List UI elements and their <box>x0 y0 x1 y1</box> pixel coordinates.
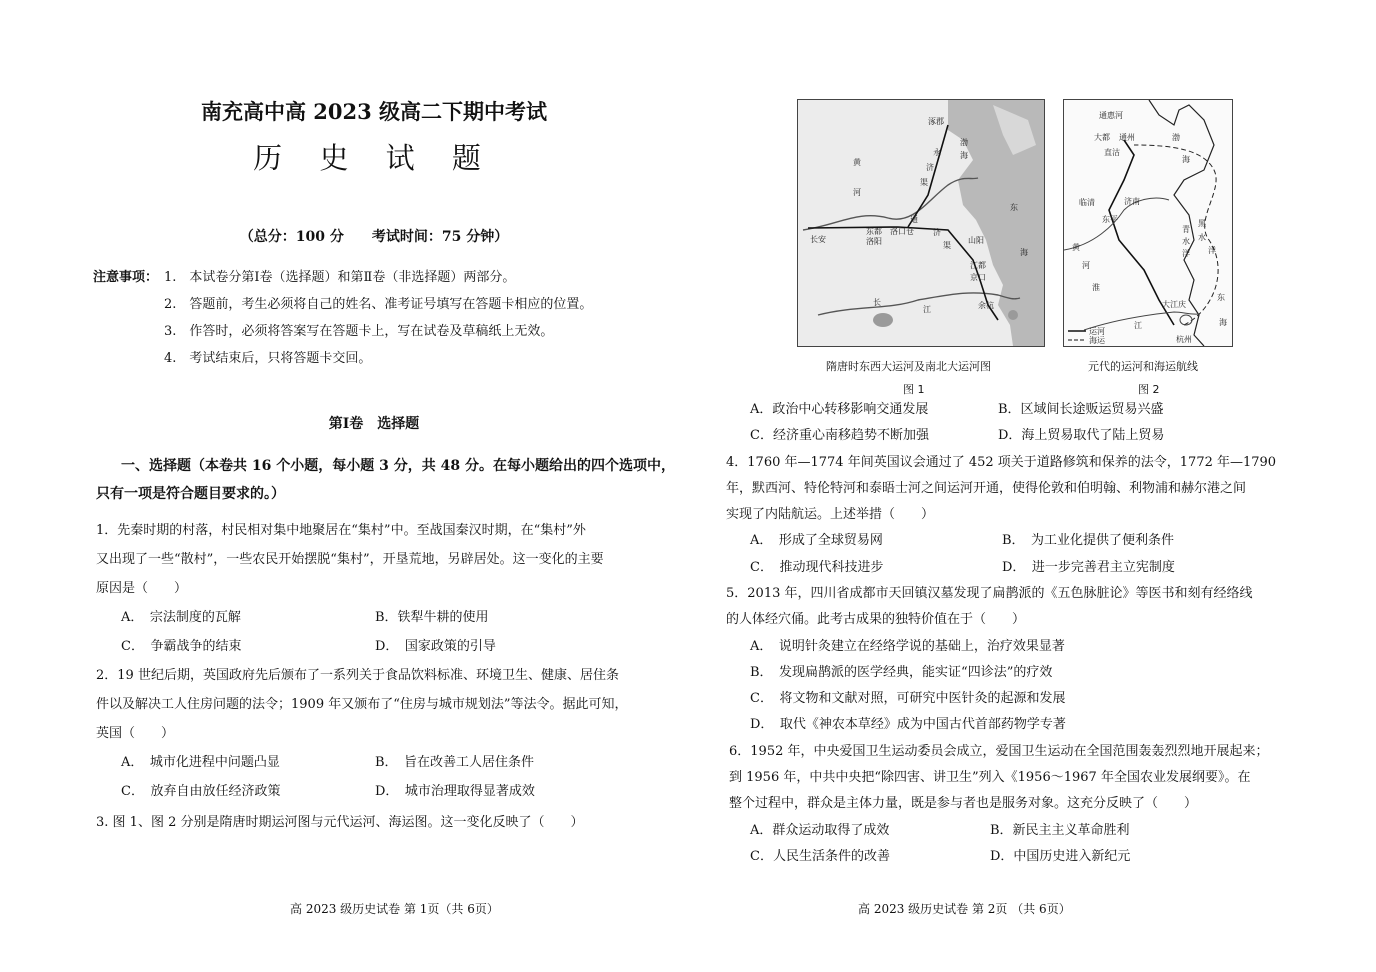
map1-label: 余杭 <box>978 301 994 310</box>
section-title: 第Ⅰ卷 选择题 <box>328 416 420 432</box>
map2-label: 海 <box>1182 155 1190 164</box>
q6-option-b: B．新民主主义革命胜利 <box>990 823 1130 838</box>
q3-stem: 3. 图 1、图 2 分别是隋唐时期运河图与元代运河、海运图。这一变化反映了（ ） <box>96 815 584 830</box>
map2-label: 洋 <box>1182 249 1190 258</box>
map2-label: 通州 <box>1119 133 1135 142</box>
map1-label: 渠 <box>920 178 928 187</box>
map1-label: 长安 <box>810 235 826 244</box>
q5-option-d: D． 取代《神农本草经》成为中国古代首部药物学专著 <box>750 717 1066 732</box>
q3-option-c: C．经济重心南移趋势不断加强 <box>750 428 929 443</box>
map1-label: 通 <box>910 215 918 224</box>
map2-label: 通惠河 <box>1099 111 1123 120</box>
q6-option-c: C．人民生活条件的改善 <box>750 849 890 864</box>
map1-label: 济 <box>926 163 934 172</box>
q4-option-d: D． 进一步完善君主立宪制度 <box>1002 560 1175 575</box>
map2-label: 渤 <box>1172 133 1180 142</box>
map1-label: 济 <box>933 228 941 237</box>
map1-label: 渤 <box>960 138 968 147</box>
q2-stem: 英国（ ） <box>96 726 175 741</box>
q6-option-d: D．中国历史进入新纪元 <box>990 849 1131 864</box>
map2-label: 黄 <box>1072 243 1080 252</box>
q6-stem: 到 1956 年，中共中央把“除四害、讲卫生”列入《1956～1967 年全国农业发展纲要》。在 <box>729 770 1251 785</box>
map2-label: 济南 <box>1124 197 1140 206</box>
map1-caption: 隋唐时东西大运河及南北大运河图 <box>826 360 991 373</box>
map1-label: 东 <box>1010 203 1018 212</box>
map2-label: 东 <box>1217 293 1225 302</box>
footer-page-1: 高 2023 级历史试卷 第 1页（共 6页） <box>290 902 499 916</box>
map1-label: 黄 <box>853 158 861 167</box>
notice-item: 1. 本试卷分第Ⅰ卷（选择题）和第Ⅱ卷（非选择题）两部分。 <box>164 270 516 285</box>
q1-option-d: D． 国家政策的引导 <box>375 639 496 654</box>
map2-label: 水 <box>1198 233 1206 242</box>
map1-label: 京口 <box>970 273 986 282</box>
q6-stem: 6．1952 年，中央爱国卫生运动委员会成立，爱国卫生运动在全国范围轰轰烈烈地开展起来； <box>729 744 1269 759</box>
map1-label: 山阳 <box>968 236 984 245</box>
q1-stem: 1．先秦时期的村落，村民相对集中地聚居在“集村”中。至战国秦汉时期，在“集村”外 <box>96 523 586 538</box>
score-time-line: （总分：100 分 考试时间：75 分钟） <box>239 229 509 245</box>
map1-label: 渠 <box>943 241 951 250</box>
map2-label: 杭州 <box>1176 335 1192 344</box>
q4-stem: 年，默西河、特伦特河和泰晤士河之间运河开通，使得伦敦和伯明翰、利物浦和赫尔港之间 <box>726 481 1247 496</box>
section-intro-cont: 只有一项是符合题目要求的。） <box>96 486 285 502</box>
map2-label: 江 <box>1134 321 1142 330</box>
q2-stem: 件以及解决工人住房问题的法令；1909 年又颁布了“住房与城市规划法”等法令。据此可知， <box>96 697 628 712</box>
map1-label: 海 <box>1020 248 1028 257</box>
q6-option-a: A．群众运动取得了成效 <box>750 823 890 838</box>
notice-item: 4. 考试结束后，只将答题卡交回。 <box>164 351 372 366</box>
q4-option-a: A． 形成了全球贸易网 <box>750 533 883 548</box>
q2-option-a: A． 城市化进程中问题凸显 <box>121 755 280 770</box>
map2-label: 东平 <box>1102 215 1118 224</box>
map2-label: 海 <box>1219 318 1227 327</box>
q5-stem: 的人体经穴俑。此考古成果的独特价值在于（ ） <box>726 612 1026 627</box>
map2-legend-sea: 海运 <box>1089 336 1105 345</box>
map1-label: 涿郡 <box>928 117 944 126</box>
map2-label: 水 <box>1182 237 1190 246</box>
map2-label: 临清 <box>1079 198 1095 207</box>
map2-legend-canal: 运河 <box>1089 327 1105 336</box>
map2-label: 大都 <box>1094 133 1110 142</box>
map2-label: 洋 <box>1208 246 1216 255</box>
map-yuan-canal-sea-route <box>1063 99 1233 347</box>
map1-label: 洛阳 <box>866 237 882 246</box>
q1-option-c: C． 争霸战争的结束 <box>121 639 242 654</box>
figure-1-label: 图 1 <box>903 383 925 396</box>
q6-stem: 整个过程中，群众是主体力量，既是参与者也是服务对象。这充分反映了（ ） <box>729 796 1198 811</box>
figure-2-label: 图 2 <box>1138 383 1160 396</box>
q5-option-a: A． 说明针灸建立在经络学说的基础上，治疗效果显著 <box>750 639 1065 654</box>
map1-label: 河 <box>853 188 861 197</box>
map2-label: 青 <box>1182 225 1190 234</box>
q2-option-d: D． 城市治理取得显著成效 <box>375 784 535 799</box>
map2-label: 黑 <box>1198 219 1206 228</box>
notice-label: 注意事项： <box>93 270 159 285</box>
q4-stem: 4．1760 年—1774 年间英国议会通过了 452 项关于道路修筑和保养的法令，1772 年—1790 <box>726 455 1277 470</box>
map1-label: 长 <box>873 298 881 307</box>
q1-option-b: B．铁犁牛耕的使用 <box>375 610 489 625</box>
q1-option-a: A． 宗法制度的瓦解 <box>121 610 241 625</box>
map1-label: 洛口仓 <box>890 227 914 236</box>
q3-option-d: D．海上贸易取代了陆上贸易 <box>998 428 1165 443</box>
notice-item: 2. 答题前，考生必须将自己的姓名、准考证号填写在答题卡相应的位置。 <box>164 297 593 312</box>
q3-option-b: B．区域间长途贩运贸易兴盛 <box>998 402 1164 417</box>
q4-stem: 实现了内陆航运。上述举措（ ） <box>726 507 935 522</box>
map1-label: 海 <box>960 151 968 160</box>
q3-option-a: A．政治中心转移影响交通发展 <box>750 402 929 417</box>
map1-label: 永 <box>933 148 941 157</box>
map1-label: 东都 <box>866 227 882 236</box>
subject-title: 历 史 试 题 <box>253 141 495 175</box>
exam-title: 南充高中高 2023 级高二下期中考试 <box>200 99 548 124</box>
section-intro: 一、选择题（本卷共 16 个小题，每小题 3 分，共 48 分。在每小题给出的四个选项中， <box>121 458 675 474</box>
q4-option-c: C． 推动现代科技进步 <box>750 560 884 575</box>
map2-label: 大江庆 <box>1162 300 1186 309</box>
map2-label: 淮 <box>1092 283 1100 292</box>
map2-label: 直沽 <box>1104 148 1120 157</box>
q1-stem: 原因是（ ） <box>96 581 188 596</box>
notice-item: 3. 作答时，必须将答案写在答题卡上，写在试卷及草稿纸上无效。 <box>164 324 554 339</box>
q2-option-c: C． 放弃自由放任经济政策 <box>121 784 281 799</box>
map1-label: 江 <box>923 305 931 314</box>
map2-label: 河 <box>1082 261 1090 270</box>
q4-option-b: B． 为工业化提供了便利条件 <box>1002 533 1175 548</box>
q2-stem: 2．19 世纪后期，英国政府先后颁布了一系列关于食品饮料标准、环境卫生、健康、居住条 <box>96 668 619 683</box>
map-sui-tang-canal <box>797 99 1045 347</box>
q2-option-b: B． 旨在改善工人居住条件 <box>375 755 535 770</box>
q5-stem: 5．2013 年，四川省成都市天回镇汉墓发现了扁鹊派的《五色脉脏论》等医书和刻有经络线 <box>726 586 1253 601</box>
map2-caption: 元代的运河和海运航线 <box>1088 360 1198 373</box>
footer-page-2: 高 2023 级历史试卷 第 2页 （共 6页） <box>858 902 1071 916</box>
q5-option-b: B． 发现扁鹊派的医学经典，能实证“四诊法”的疗效 <box>750 665 1053 680</box>
q1-stem: 又出现了一些“散村”，一些农民开始摆脱“集村”，开垦荒地，另辟居处。这一变化的主要 <box>96 552 604 567</box>
q5-option-c: C． 将文物和文献对照，可研究中医针灸的起源和发展 <box>750 691 1066 706</box>
map1-label: 江都 <box>970 261 986 270</box>
